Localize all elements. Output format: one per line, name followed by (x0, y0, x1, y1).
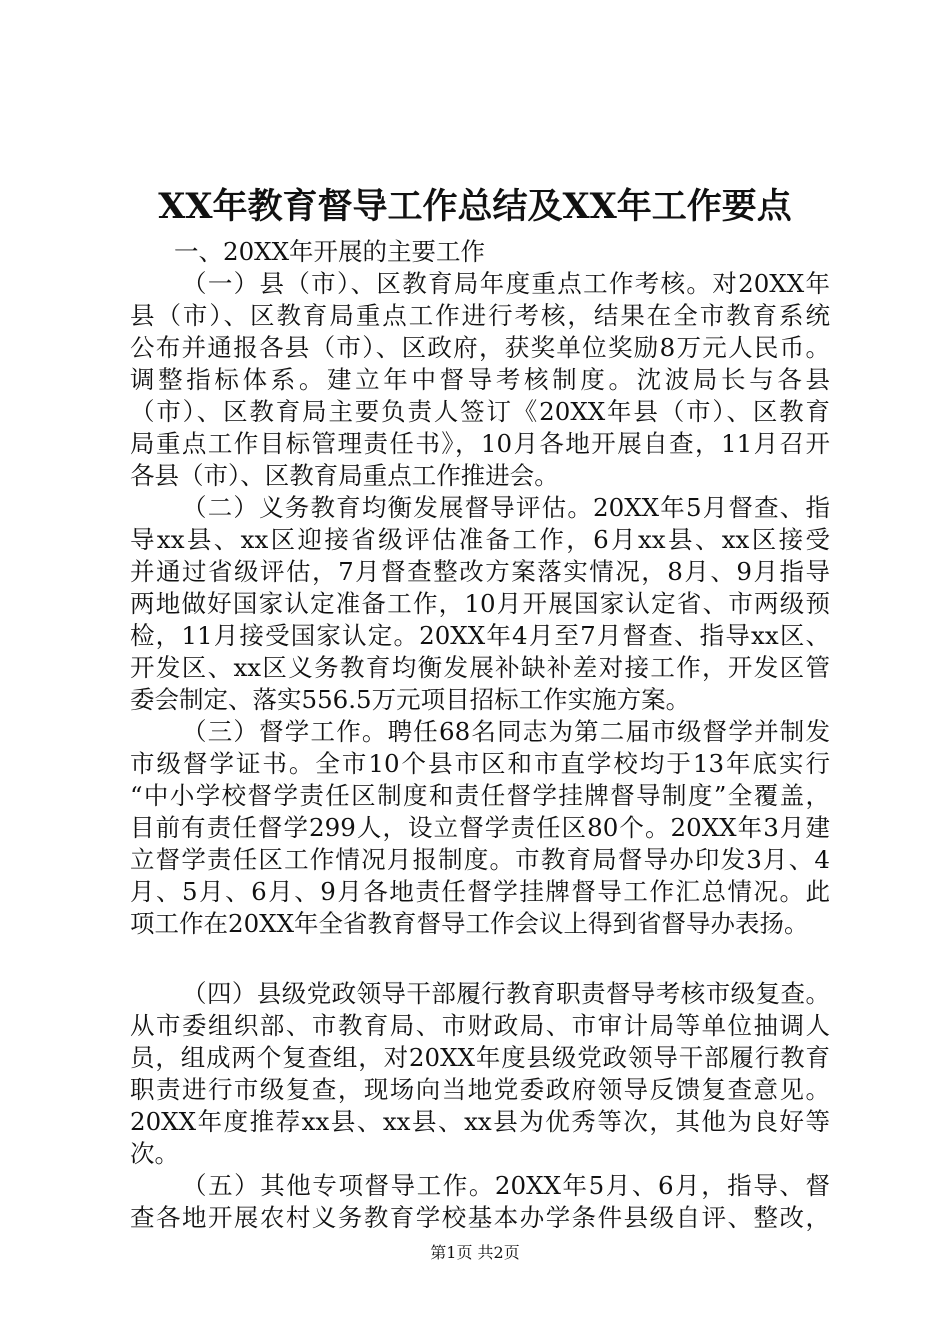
paragraph-line: 各县（市）、区教育局重点工作推进会。 (130, 461, 559, 490)
paragraph-line: 项工作在20XX年全省教育督导工作会议上得到省督导办表扬。 (130, 909, 809, 938)
paragraph-line: （四）县级党政领导干部履行教育职责督导考核市级复查。 (182, 979, 830, 1008)
paragraph-2 (130, 492, 830, 716)
paragraph-line: （二）义务教育均衡发展督导评估。20XX年5月督查、指 (182, 493, 830, 522)
paragraph-line: 两地做好国家认定准备工作，10月开展国家认定省、市两级预 (130, 589, 830, 618)
paragraph-line: 委会制定、落实556.5万元项目招标工作实施方案。 (130, 685, 691, 714)
paragraph-line: 目前有责任督学299人，设立督学责任区80个。20XX年3月建 (130, 813, 830, 842)
paragraph-line: 员，组成两个复查组，对20XX年度县级党政领导干部履行教育 (130, 1043, 830, 1072)
paragraph-line: 20XX年度推荐xx县、xx县、xx县为优秀等次，其他为良好等 (130, 1107, 830, 1136)
paragraph-line: 市级督学证书。全市10个县市区和市直学校均于13年底实行 (130, 749, 830, 778)
paragraph-line: 职责进行市级复查，现场向当地党委政府领导反馈复查意见。 (130, 1075, 830, 1104)
paragraph-line: （三）督学工作。聘任68名同志为第二届市级督学并制发 (182, 717, 830, 746)
paragraph-line: 导xx县、xx区迎接省级评估准备工作，6月xx县、xx区接受 (130, 525, 830, 554)
paragraph-line: 调整指标体系。建立年中督导考核制度。沈波局长与各县 (130, 365, 830, 394)
paragraph-line: 次。 (130, 1139, 179, 1168)
paragraph-5 (130, 1170, 830, 1234)
paragraph-line: （一）县（市）、区教育局年度重点工作考核。对20XX年 (182, 269, 830, 298)
page-footer: 第1页 共2页 (430, 1243, 520, 1262)
paragraph-line: 立督学责任区工作情况月报制度。市教育局督导办印发3月、4 (130, 845, 830, 874)
paragraph-line: 开发区、xx区义务教育均衡发展补缺补差对接工作，开发区管 (130, 653, 830, 682)
paragraph-3 (130, 716, 830, 940)
paragraph-line: （五）其他专项督导工作。20XX年5月、6月，指导、督 (182, 1171, 830, 1200)
paragraph-line: 公布并通报各县（市）、区政府，获奖单位奖励8万元人民币。 (130, 333, 830, 362)
paragraph-1 (130, 268, 830, 492)
paragraph-line: （市）、区教育局主要负责人签订《20XX年县（市）、区教育 (130, 397, 830, 426)
paragraph-4 (130, 978, 830, 1170)
paragraph-line: 从市委组织部、市教育局、市财政局、市审计局等单位抽调人 (130, 1011, 830, 1040)
paragraph-line: 局重点工作目标管理责任书》，10月各地开展自查，11月召开 (130, 429, 830, 458)
paragraph-line: “中小学校督学责任区制度和责任督学挂牌督导制度”全覆盖， (130, 781, 830, 810)
section-heading: 一、20XX年开展的主要工作 (174, 237, 486, 266)
paragraph-spacer (130, 940, 830, 978)
paragraph-line: 检，11月接受国家认定。20XX年4月至7月督查、指导xx区、 (130, 621, 830, 650)
paragraph-line: 县（市）、区教育局重点工作进行考核，结果在全市教育系统 (130, 301, 830, 330)
paragraph-line: 并通过省级评估，7月督查整改方案落实情况，8月、9月指导 (130, 557, 830, 586)
paragraph-line: 月、5月、6月、9月各地责任督学挂牌督导工作汇总情况。此 (130, 877, 830, 906)
document-title: XX年教育督导工作总结及XX年工作要点 (158, 186, 792, 227)
document-body (130, 236, 830, 1234)
paragraph-line: 查各地开展农村义务教育学校基本办学条件县级自评、整改， (130, 1203, 830, 1232)
